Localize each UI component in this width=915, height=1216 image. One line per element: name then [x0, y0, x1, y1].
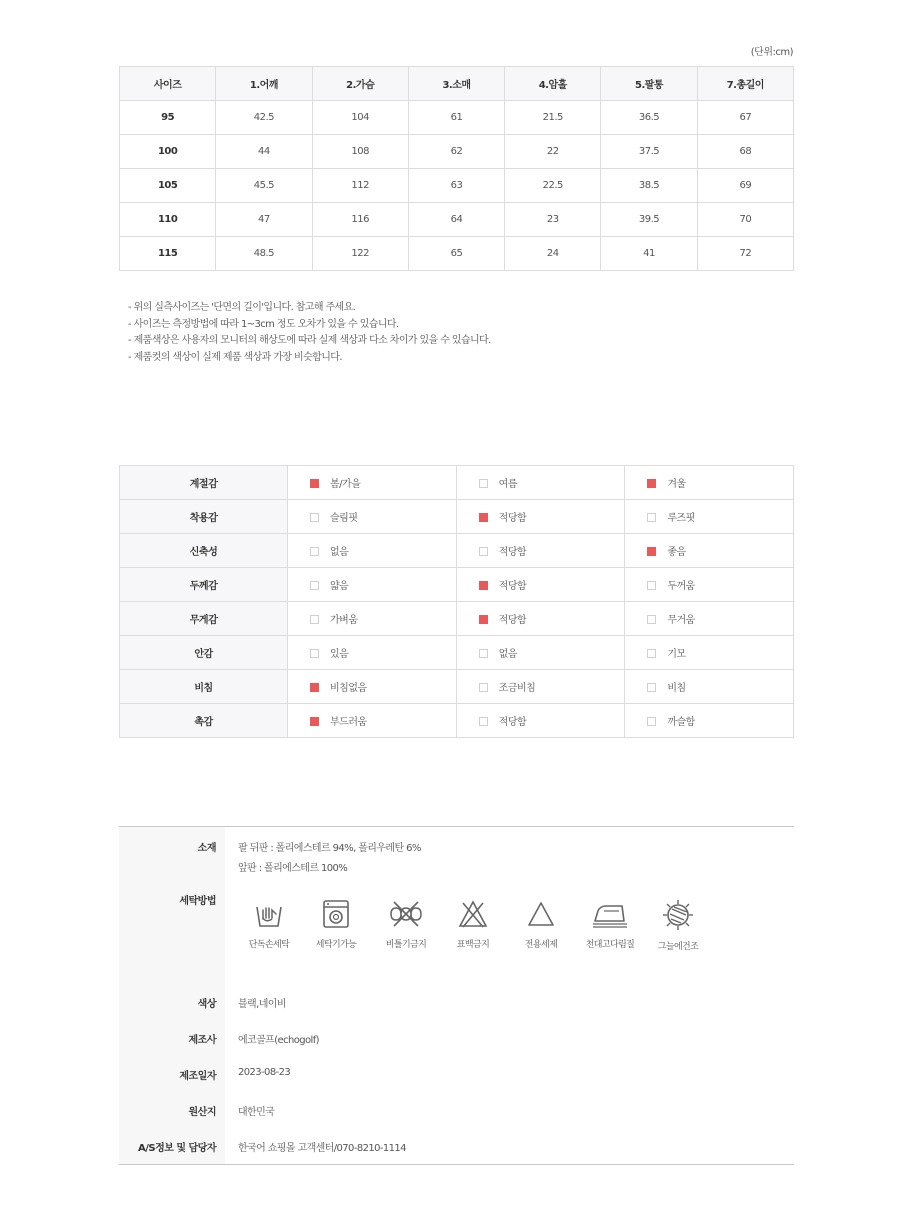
measurement-cell: 67	[697, 101, 793, 135]
option-label: 적당함	[498, 717, 527, 728]
attribute-option	[288, 670, 457, 704]
option-label: 두꺼움	[667, 581, 695, 592]
unchecked-box-icon	[479, 479, 488, 488]
checked-box-icon	[647, 479, 656, 488]
attribute-option	[288, 636, 457, 670]
attribute-option	[625, 568, 794, 602]
attribute-option	[625, 534, 794, 568]
unchecked-box-icon	[647, 717, 656, 726]
option-label: 적당함	[498, 547, 527, 558]
measurement-cell: 63	[408, 169, 504, 203]
hand-wash-icon	[254, 899, 284, 929]
unchecked-box-icon	[310, 581, 319, 590]
attribute-option	[625, 704, 794, 738]
manufacture-date-label: 제조일자	[179, 1071, 216, 1082]
wash-item	[645, 899, 711, 952]
material-label: 소재	[197, 843, 216, 854]
unchecked-box-icon	[479, 717, 488, 726]
note-line: - 위의 실측사이즈는 '단면의 길이'입니다. 참고해 주세요.	[128, 302, 356, 313]
measurement-cell: 72	[697, 237, 793, 271]
material-line: 팔 뒤판 : 폴리에스테르 94%, 폴리우레탄 6%	[238, 843, 421, 854]
unchecked-box-icon	[310, 615, 319, 624]
attribute-option	[288, 704, 457, 738]
origin-label: 원산지	[188, 1107, 216, 1118]
option-label: 까슬함	[667, 717, 695, 728]
unchecked-box-icon	[310, 513, 319, 522]
checked-box-icon	[479, 615, 488, 624]
attribute-label: 계절감	[120, 466, 288, 500]
measurement-cell: 65	[408, 237, 504, 271]
unchecked-box-icon	[479, 547, 488, 556]
unit-label: (단위:cm)	[750, 47, 793, 58]
wash-caption: 비틀기금지	[385, 940, 427, 950]
checked-box-icon	[647, 547, 656, 556]
measurement-cell: 104	[312, 101, 408, 135]
size-notes	[128, 300, 491, 366]
measurement-cell: 37.5	[601, 135, 697, 169]
attribute-label: 안감	[120, 636, 288, 670]
measurement-cell: 122	[312, 237, 408, 271]
table-row	[120, 602, 794, 636]
note-line: - 제품컷의 색상이 실제 제품 색상과 가장 비슷합니다.	[128, 351, 342, 363]
maker-value: 에코골프(echogolf)	[238, 1035, 319, 1046]
manufacture-date-value: 2023-08-23	[238, 1067, 291, 1078]
material-line: 앞판 : 폴리에스테르 100%	[238, 863, 348, 874]
size-header-cell: 7.총길이	[697, 67, 793, 101]
unchecked-box-icon	[647, 581, 656, 590]
checked-box-icon	[310, 683, 319, 692]
size-header-cell: 1.어깨	[216, 67, 312, 101]
color-label: 색상	[197, 999, 216, 1010]
checked-box-icon	[479, 581, 488, 590]
special-detergent-icon	[526, 899, 556, 929]
table-row	[120, 568, 794, 602]
iron-with-cloth-icon	[592, 899, 628, 929]
option-label: 없음	[498, 649, 517, 660]
wash-caption: 그늘에건조	[657, 942, 699, 952]
attribute-option	[456, 568, 625, 602]
measurement-cell: 23	[505, 203, 601, 237]
wash-item	[236, 899, 302, 950]
fit-feel-table	[119, 465, 794, 738]
attribute-option	[456, 704, 625, 738]
note-line: - 사이즈는 측정방법에 따라 1~3cm 정도 오차가 있을 수 있습니다.	[128, 318, 399, 330]
as-info-label: A/S정보 및 담당자	[137, 1143, 216, 1154]
measurement-cell: 39.5	[601, 203, 697, 237]
attribute-label: 무게감	[120, 602, 288, 636]
measurement-cell: 24	[505, 237, 601, 271]
origin-value: 대한민국	[238, 1107, 275, 1118]
attribute-option	[288, 602, 457, 636]
wash-caption: 세탁기가능	[315, 940, 357, 950]
measurement-cell: 45.5	[216, 169, 312, 203]
table-row	[120, 203, 794, 237]
size-header-cell: 4.암홀	[505, 67, 601, 101]
size-header-cell: 5.팔통	[601, 67, 697, 101]
unchecked-box-icon	[310, 547, 319, 556]
size-cell: 100	[120, 135, 216, 169]
attribute-option	[456, 670, 625, 704]
option-label: 무거움	[667, 615, 695, 626]
attribute-option	[456, 602, 625, 636]
option-label: 비침없음	[330, 683, 367, 694]
no-bleach-icon	[458, 899, 488, 929]
table-row	[120, 500, 794, 534]
measurement-cell: 61	[408, 101, 504, 135]
option-label: 조금비침	[498, 683, 536, 694]
unchecked-box-icon	[310, 649, 319, 658]
wash-item	[577, 899, 643, 950]
option-label: 슬림핏	[330, 513, 358, 524]
option-label: 얇음	[330, 581, 349, 592]
wash-item	[303, 899, 369, 950]
washing-label: 세탁방법	[179, 896, 216, 907]
option-label: 적당함	[498, 615, 527, 626]
size-cell: 115	[120, 237, 216, 271]
measurement-cell: 47	[216, 203, 312, 237]
option-label: 겨울	[667, 479, 686, 490]
measurement-cell: 42.5	[216, 101, 312, 135]
unchecked-box-icon	[647, 513, 656, 522]
option-label: 적당함	[498, 513, 527, 524]
option-label: 없음	[330, 547, 349, 558]
wash-item	[440, 899, 506, 950]
measurement-cell: 36.5	[601, 101, 697, 135]
as-info-value: 한국어 쇼핑몰 고객센터/070-8210-1114	[238, 1143, 406, 1154]
table-row	[120, 101, 794, 135]
attribute-option	[456, 466, 625, 500]
wash-caption: 천대고다림질	[585, 940, 635, 950]
size-cell: 105	[120, 169, 216, 203]
size-cell: 110	[120, 203, 216, 237]
unchecked-box-icon	[647, 615, 656, 624]
size-header-cell: 2.가슴	[312, 67, 408, 101]
attribute-option	[288, 500, 457, 534]
measurement-cell: 69	[697, 169, 793, 203]
table-row	[120, 534, 794, 568]
measurement-cell: 112	[312, 169, 408, 203]
size-table	[119, 66, 794, 271]
table-row	[120, 466, 794, 500]
attribute-label: 촉감	[120, 704, 288, 738]
checked-box-icon	[479, 513, 488, 522]
measurement-cell: 48.5	[216, 237, 312, 271]
color-value: 블랙,네이비	[238, 999, 286, 1010]
table-row	[120, 704, 794, 738]
wash-item	[508, 899, 574, 950]
maker-label: 제조사	[188, 1035, 216, 1046]
measurement-cell: 21.5	[505, 101, 601, 135]
table-row	[120, 169, 794, 203]
option-label: 비침	[667, 683, 686, 694]
option-label: 기모	[667, 649, 686, 660]
measurement-cell: 62	[408, 135, 504, 169]
shade-dry-icon	[662, 899, 694, 931]
attribute-option	[456, 500, 625, 534]
measurement-cell: 68	[697, 135, 793, 169]
measurement-cell: 41	[601, 237, 697, 271]
attribute-label: 착용감	[120, 500, 288, 534]
measurement-cell: 108	[312, 135, 408, 169]
table-row	[120, 636, 794, 670]
option-label: 봄/가을	[330, 479, 361, 490]
attribute-label: 신축성	[120, 534, 288, 568]
size-header-cell: 3.소매	[408, 67, 504, 101]
attribute-option	[625, 670, 794, 704]
product-info-section	[119, 826, 794, 1165]
unchecked-box-icon	[647, 649, 656, 658]
measurement-cell: 70	[697, 203, 793, 237]
unchecked-box-icon	[479, 649, 488, 658]
size-table-header-row	[120, 67, 794, 101]
attribute-label: 비침	[120, 670, 288, 704]
measurement-cell: 22.5	[505, 169, 601, 203]
attribute-option	[288, 534, 457, 568]
attribute-option	[625, 466, 794, 500]
washing-machine-icon	[321, 899, 351, 929]
unchecked-box-icon	[647, 683, 656, 692]
attribute-option	[456, 636, 625, 670]
option-label: 여름	[498, 479, 517, 490]
no-wring-icon	[388, 899, 424, 929]
option-label: 적당함	[498, 581, 527, 592]
measurement-cell: 44	[216, 135, 312, 169]
wash-caption: 표백금지	[456, 940, 490, 950]
size-cell: 95	[120, 101, 216, 135]
wash-item	[373, 899, 439, 950]
attribute-label: 두께감	[120, 568, 288, 602]
measurement-cell: 64	[408, 203, 504, 237]
size-header-cell: 사이즈	[120, 67, 216, 101]
wash-caption: 단독손세탁	[248, 940, 290, 950]
attribute-option	[625, 500, 794, 534]
option-label: 부드러움	[330, 717, 367, 728]
attribute-option	[625, 602, 794, 636]
attribute-option	[288, 466, 457, 500]
note-line: - 제품색상은 사용자의 모니터의 해상도에 따라 실제 색상과 다소 차이가 있을 수 있습니다.	[128, 335, 491, 346]
wash-caption: 전용세제	[524, 940, 558, 950]
measurement-cell: 22	[505, 135, 601, 169]
measurement-cell: 38.5	[601, 169, 697, 203]
attribute-option	[456, 534, 625, 568]
checked-box-icon	[310, 717, 319, 726]
option-label: 루즈핏	[667, 513, 695, 524]
attribute-option	[288, 568, 457, 602]
option-label: 좋음	[667, 547, 686, 558]
option-label: 있음	[330, 649, 349, 660]
attribute-option	[625, 636, 794, 670]
measurement-cell: 116	[312, 203, 408, 237]
table-row	[120, 135, 794, 169]
unchecked-box-icon	[479, 683, 488, 692]
checked-box-icon	[310, 479, 319, 488]
table-row	[120, 237, 794, 271]
option-label: 가벼움	[330, 615, 358, 626]
table-row	[120, 670, 794, 704]
